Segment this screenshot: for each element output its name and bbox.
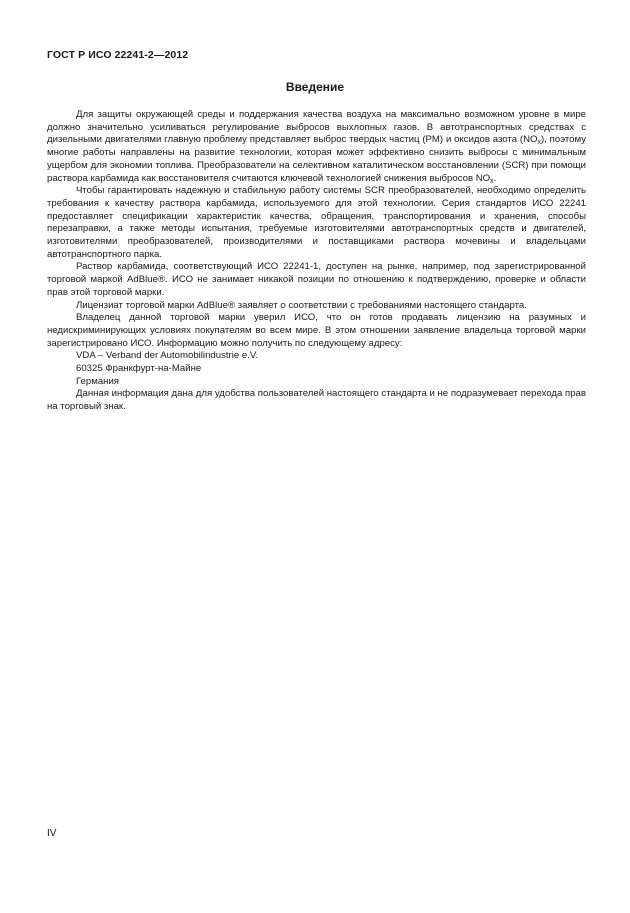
paragraph-5: Владелец данной торговой марки уверил ИСО, что он готов продавать лицензию на разумных и недискриминирующих условиях покупателям во всем мире. В этом отношении заявление владельца торговой марки зарегистрировано ИСО. Информацию можно получить по следующему адресу:: [47, 312, 586, 349]
paragraph-6: Данная информация дана для удобства пользователей настоящего стандарта и не подразумевает перехода прав на торговый знак.: [47, 388, 586, 413]
page-number: IV: [47, 828, 57, 839]
page-title: Введение: [285, 80, 345, 94]
paragraph-3: Раствор карбамида, соответствующий ИСО 22241-1, доступен на рынке, например, под зарегистрированной торговой маркой AdBlue®. ИСО не занимает никакой позиции по отношению к подтверждению, проверке и области прав этой торговой марки.: [47, 261, 586, 298]
paragraph-2: Чтобы гарантировать надежную и стабильную работу системы SCR преобразователей, необходимо определить требования к качеству раствора карбамида, используемого для этой технологии. Серия стандартов ИСО 22241 предоставляет спецификации характеристик качества, обращения, транспортирования и хранения, способы перезаправки, а также методы испытания, требуемые изготовителями автотранспортных средств и двигателей, изготовителями преобразователей, производителями и поставщиками раствора мочевины и владельцами автотранспортного парка.: [47, 185, 586, 260]
paragraph-4: Лицензиат торговой марки AdBlue® заявляет о соответствии с требованиями настоящего стандарта.: [76, 299, 527, 311]
paragraph-1: Для защиты окружающей среды и поддержания качества воздуха на максимально возможном уровне в мире должно значительно усиливаться регулирование выбросов выхлопных газов. В автотранспортных средствах с дизельными двигателями главную проблему представляет выброс твердых частиц (PM) и оксидов азота $(NO_x)$, поэтому многие работы направлены на развитие технологии, которая может эффективно снизить выбросы с минимальным ущербом для экономии топлива. Преобразователи на селективном каталитическом восстановлении (SCR) при помощи раствора карбамида как восстановителя считаются ключевой технологией снижения выбросов $NO_x$.: [47, 109, 586, 185]
document-body: [47, 109, 586, 414]
document-header: ГОСТ Р ИСО 22241-2—2012: [47, 49, 189, 61]
address-line-1: VDA – Verband der Automobilindustrie e.V.: [76, 350, 259, 362]
address-line-3: Германия: [76, 375, 120, 387]
address-line-2: 60325 Франкфурт-на-Майне: [76, 363, 202, 375]
